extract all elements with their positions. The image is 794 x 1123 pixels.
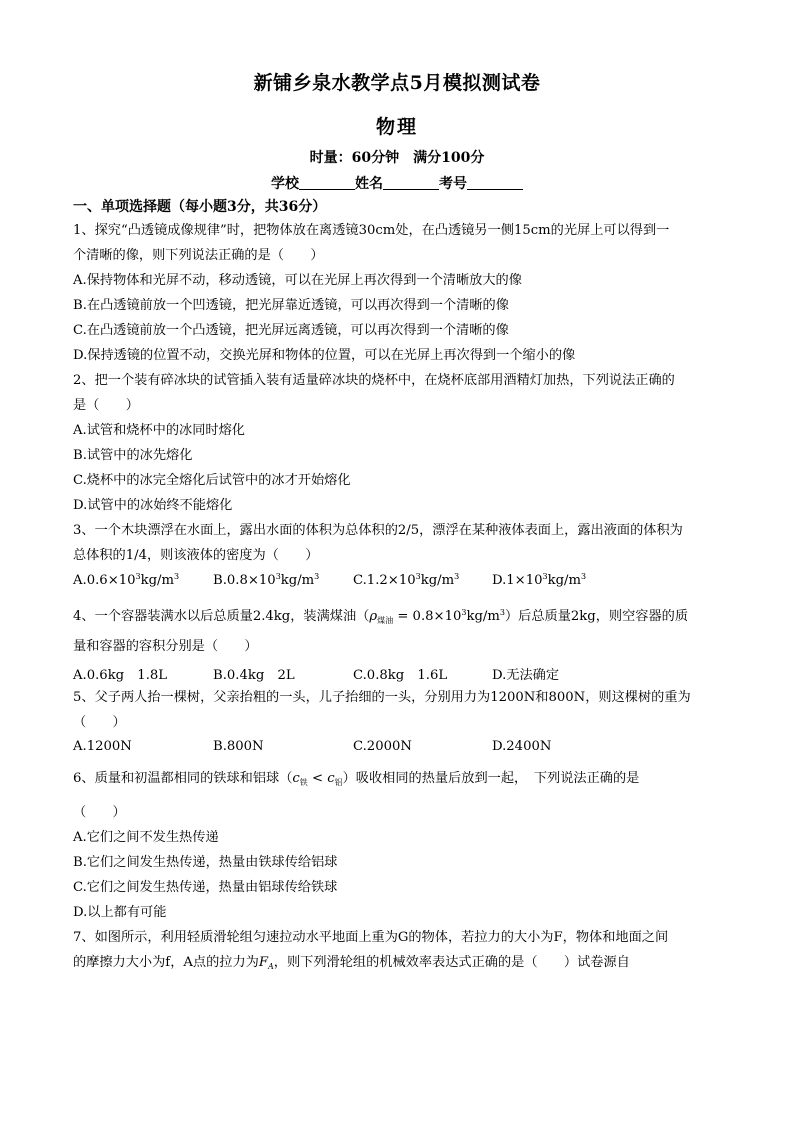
time-info: 时量：60分钟 满分100分: [309, 150, 485, 166]
q1-stem-line1: 1、探究“凸透镜成像规律”时，把物体放在离透镜30cm处，在凸透镜另一侧15cm的光屏上可以得到一: [73, 223, 670, 238]
q2-stem-line1: 2、把一个装有碎冰块的试管插入装有适量碎冰块的烧杯中，在烧杯底部用酒精灯加热，下列说法正确的: [73, 373, 675, 388]
id-blank[interactable]: [467, 175, 523, 190]
q3-stem-line2: 总体积的1/4，则该液体的密度为（ ）: [73, 548, 319, 563]
q2-option-d: D.试管中的冰始终不能熔化: [73, 498, 233, 513]
q6-option-a: A.它们之间不发生热传递: [73, 830, 219, 845]
q6-stem-line1: 6、质量和初温都相同的铁球和铝球$(c_铁 < c_铝)$吸收相同的热量后放到一起， 下列说法正确的是: [73, 771, 640, 787]
q3-options: [73, 572, 733, 590]
student-info: [0, 173, 794, 193]
rho-symbol: ρ: [369, 609, 378, 624]
q5-options: [73, 739, 733, 757]
q6-option-d: D.以上都有可能: [73, 905, 167, 920]
q6-option-b: B.它们之间发生热传递，热量由铁球传给铝球: [73, 855, 338, 870]
q2-option-c: C.烧杯中的冰完全熔化后试管中的冰才开始熔化: [73, 473, 351, 488]
q4-stem-line2: 量和容器的容积分别是（ ）: [73, 639, 258, 654]
name-blank[interactable]: [383, 175, 439, 190]
exam-title: 新铺乡泉水教学点5月模拟测试卷: [253, 72, 541, 94]
name-label: 姓名: [355, 176, 383, 192]
q2-option-b: B.试管中的冰先熔化: [73, 448, 193, 463]
q1-option-d: D.保持透镜的位置不动，交换光屏和物体的位置，可以在光屏上再次得到一个缩小的像: [73, 348, 576, 363]
subject-title: 物理: [375, 116, 418, 138]
q4-option-a: A.0.6kg 1.8L: [73, 668, 168, 683]
q3-option-c: $C.1.2\times 10^3kg/m^3$: [353, 572, 460, 588]
q1-option-a: A.保持物体和光屏不动，移动透镜，可以在光屏上再次得到一个清晰放大的像: [73, 273, 522, 288]
q5-stem-line2: （ ）: [73, 715, 126, 730]
q4-option-b: B.0.4kg 2L: [213, 668, 295, 683]
q4-stem-line1: 4、一个容器装满水以后总质量2.4kg，装满煤油$(\rho_{煤油} = 0.8\times 10^3kg/m^3)$后总质量2kg，则空容器的质: [73, 608, 689, 625]
q6-stem-line2: （ ）: [73, 805, 126, 820]
q6-option-c: C.它们之间发生热传递，热量由铝球传给铁球: [73, 880, 338, 895]
id-label: 考号: [439, 176, 467, 192]
q5-option-a: A.1200N: [73, 739, 132, 754]
q4-option-d: D.无法确定: [492, 668, 560, 683]
q5-stem-line1: 5、父子两人抬一棵树，父亲抬粗的一头，儿子抬细的一头，分别用力为1200N和800N，则这棵树的重为: [73, 690, 691, 705]
q7-stem-line1: 7、如图所示，利用轻质滑轮组匀速拉动水平地面上重为G的物体，若拉力的大小为F，物体和地面之间: [73, 930, 669, 945]
q1-stem-line2: 个清晰的像，则下列说法正确的是（ ）: [73, 248, 324, 263]
q1-option-b: B.在凸透镜前放一个凹透镜，把光屏靠近透镜，可以再次得到一个清晰的像: [73, 298, 509, 313]
q2-stem-line2: 是（ ）: [73, 398, 139, 413]
school-blank[interactable]: [299, 175, 355, 190]
q7-stem-line2: 的摩擦力大小为f，A点的拉力为$F_A$，则下列滑轮组的机械效率表达式正确的是（ ）试卷源自: [73, 955, 630, 971]
q2-option-a: A.试管和烧杯中的冰同时熔化: [73, 423, 245, 438]
q3-option-d: $D.1\times 10^3kg/m^3$: [492, 572, 587, 588]
school-label: 学校: [271, 176, 299, 192]
q5-option-c: C.2000N: [353, 739, 412, 754]
q4-option-c: C.0.8kg 1.6L: [353, 668, 448, 683]
q3-option-b: $B.0.8\times 10^3kg/m^3$: [213, 572, 320, 588]
section-heading: 一、单项选择题（每小题3分，共36分）: [73, 199, 327, 215]
q5-option-b: B.800N: [213, 739, 264, 754]
q1-option-c: C.在凸透镜前放一个凸透镜，把光屏远离透镜，可以再次得到一个清晰的像: [73, 323, 509, 338]
q3-stem-line1: 3、一个木块漂浮在水面上，露出水面的体积为总体积的2/5，漂浮在某种液体表面上，露出液面的体积为: [73, 523, 683, 538]
q5-option-d: D.2400N: [492, 739, 552, 754]
q3-option-a: $A.0.6\times 10^3kg/m^3$: [73, 572, 180, 588]
q4-options: [73, 664, 733, 682]
